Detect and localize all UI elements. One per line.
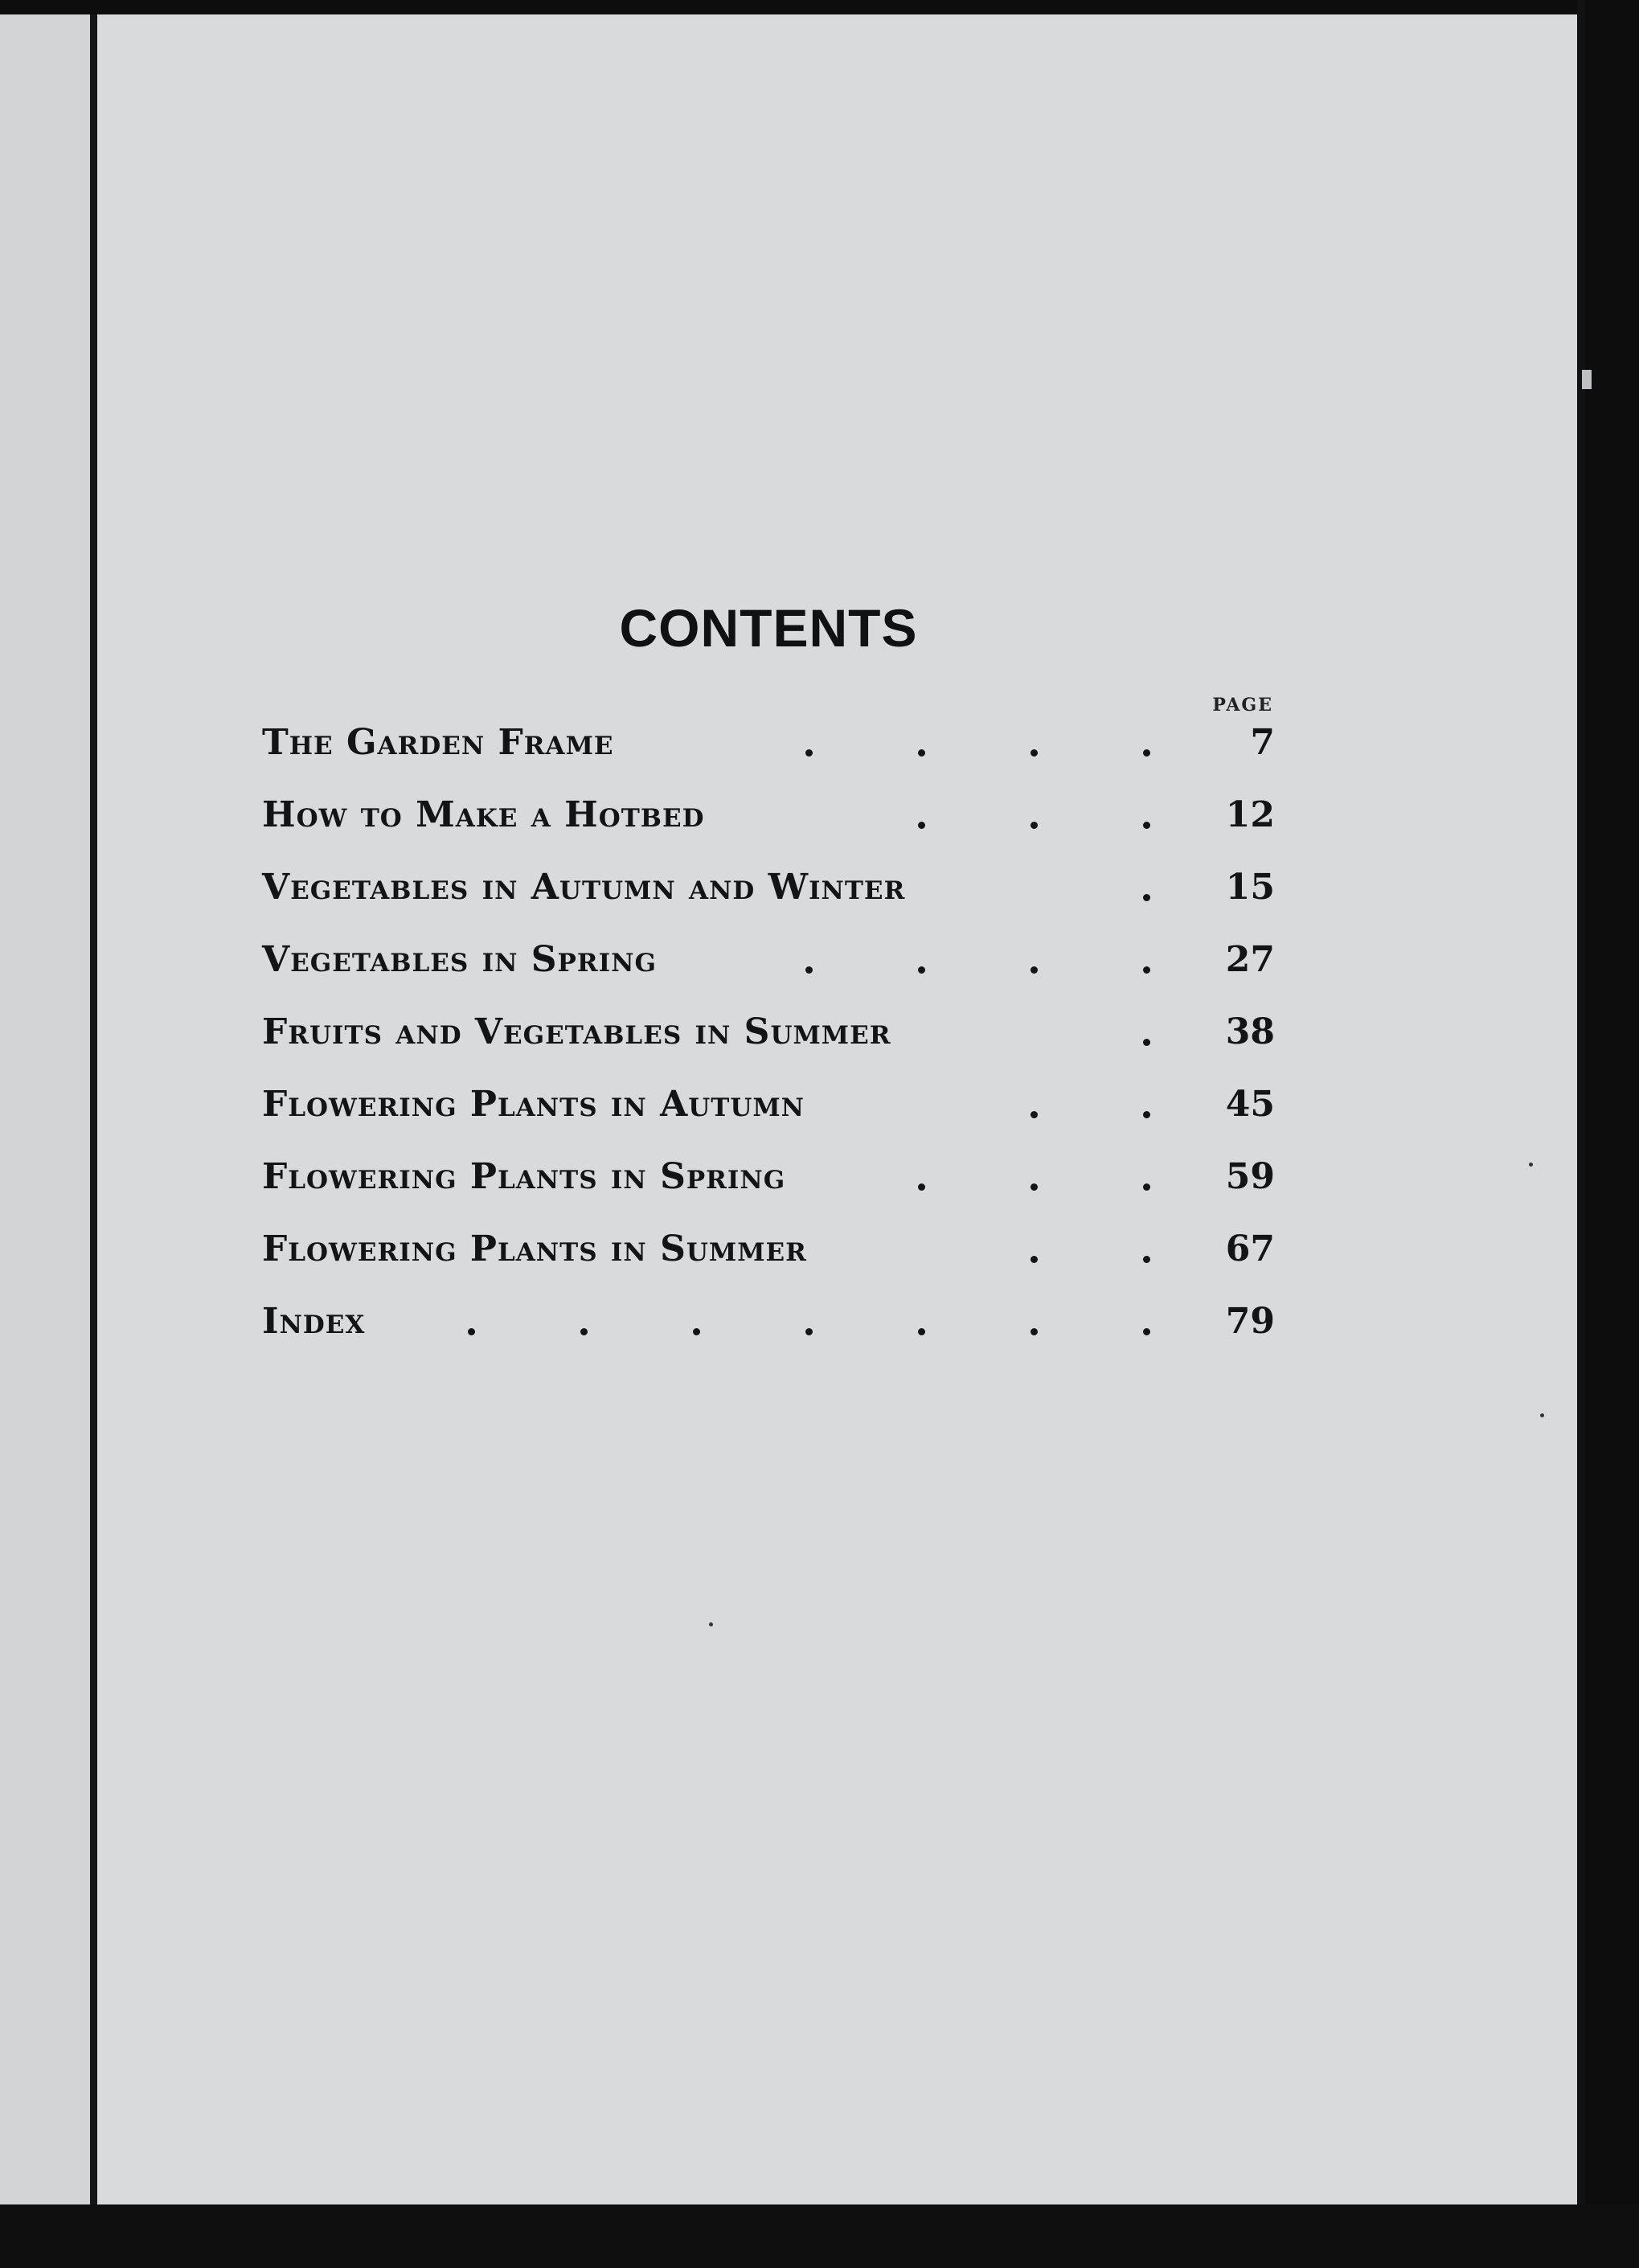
page-fold-line: [90, 14, 97, 2221]
leader-dot: [468, 1328, 475, 1335]
leader-dot: [1031, 1256, 1038, 1263]
toc-entry: [262, 1301, 1275, 1357]
leader-dot: [1143, 822, 1150, 829]
page-right-edge: [1577, 0, 1585, 2207]
toc-entry-title: How to Make a Hotbed: [262, 794, 705, 835]
toc-entry: [262, 867, 1275, 923]
leader-dot: [1143, 966, 1150, 974]
book-page: [0, 14, 1582, 2205]
scan-bottom-border: [0, 2204, 1639, 2268]
toc-entry-title: Index: [262, 1301, 366, 1342]
toc-entry: [262, 722, 1275, 778]
leader-dot: [1143, 1256, 1150, 1263]
toc-entry-title: Flowering Plants in Autumn: [262, 1084, 805, 1125]
toc-entry: [262, 939, 1275, 995]
leader-dot: [805, 966, 813, 974]
page-right-edge-notch: [1582, 370, 1592, 389]
toc-entry-title: Fruits and Vegetables in Summer: [262, 1011, 891, 1052]
leader-dot: [1143, 1111, 1150, 1118]
page-column-header: PAGE: [1212, 695, 1273, 716]
leader-dot: [1143, 1328, 1150, 1335]
toc-entry-title: Vegetables in Autumn and Winter: [262, 867, 906, 908]
toc-entry: [262, 1011, 1275, 1068]
toc-entry-page: 38: [1225, 1011, 1275, 1052]
leader-dot: [1143, 894, 1150, 901]
toc-entry-page: 67: [1225, 1228, 1275, 1269]
leader-dot: [1031, 1111, 1038, 1118]
toc-entry-page: 12: [1225, 794, 1275, 835]
leader-dot: [918, 749, 925, 757]
leader-dot: [1143, 1039, 1150, 1046]
leader-dot: [1031, 1183, 1038, 1191]
toc-entry-title: Flowering Plants in Spring: [262, 1156, 786, 1197]
toc-entry: [262, 1228, 1275, 1285]
leader-dot: [1031, 1328, 1038, 1335]
page-title: CONTENTS: [619, 598, 918, 658]
toc-entry-page: 15: [1225, 867, 1275, 908]
leader-dot: [1031, 966, 1038, 974]
leader-dot: [918, 1183, 925, 1191]
toc-entry: [262, 1084, 1275, 1140]
toc-entry-title: The Garden Frame: [262, 722, 614, 763]
leader-dot: [580, 1328, 588, 1335]
leader-dot: [918, 966, 925, 974]
page-speck: [709, 1622, 713, 1626]
toc-entry-title: Flowering Plants in Summer: [262, 1228, 807, 1269]
page-speck: [1540, 1413, 1544, 1417]
leader-dot: [1143, 1183, 1150, 1191]
toc-entry-page: 59: [1225, 1156, 1275, 1197]
leader-dot: [693, 1328, 700, 1335]
adjacent-page-edge: [0, 14, 90, 2205]
toc-entry-page: 79: [1225, 1301, 1275, 1342]
leader-dot: [1031, 749, 1038, 757]
leader-dot: [805, 749, 813, 757]
toc-entry-page: 27: [1225, 939, 1275, 980]
toc-entry: [262, 1156, 1275, 1212]
toc-entry-title: Vegetables in Spring: [262, 939, 657, 980]
leader-dot: [1143, 749, 1150, 757]
leader-dot: [918, 1328, 925, 1335]
leader-dot: [918, 822, 925, 829]
toc-entry-page: 7: [1250, 722, 1275, 763]
toc-entry-page: 45: [1225, 1084, 1275, 1125]
page-speck: [1529, 1163, 1533, 1167]
toc-entry: [262, 794, 1275, 851]
leader-dot: [805, 1328, 813, 1335]
leader-dot: [1031, 822, 1038, 829]
